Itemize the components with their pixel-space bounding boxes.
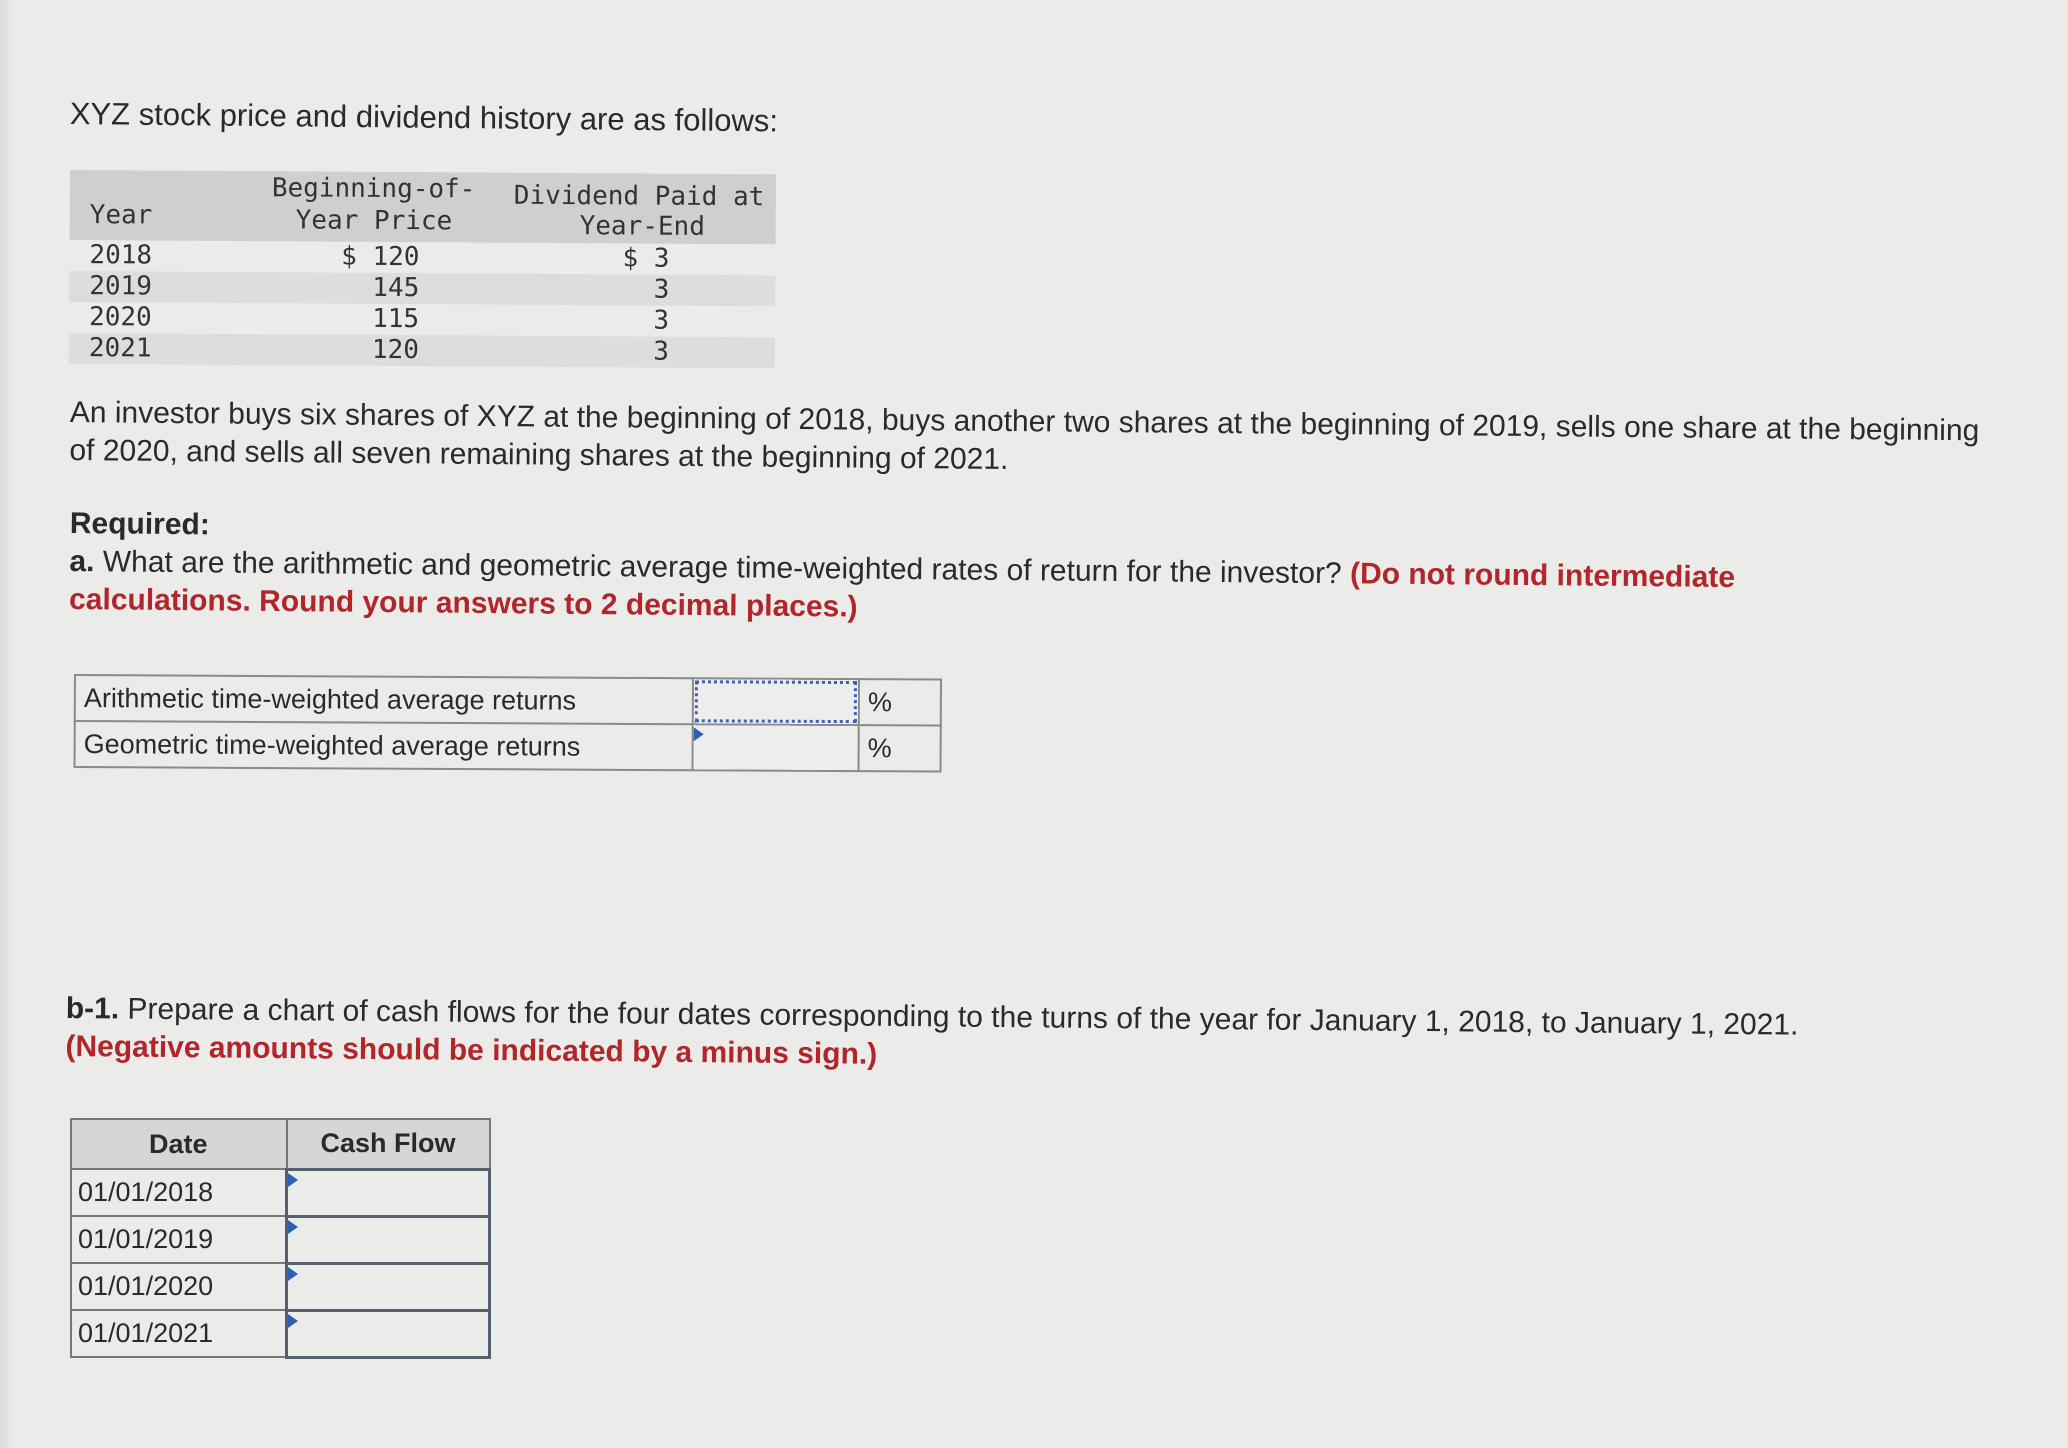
table-row: [71, 1169, 490, 1216]
cash-flow-cell: [287, 1216, 490, 1263]
geometric-label: Geometric time-weighted average returns: [75, 721, 693, 770]
row-price: 145: [372, 272, 420, 304]
row-price: $ 120: [341, 241, 420, 273]
input-flag-icon: [694, 727, 704, 741]
page-edge: [0, 0, 14, 1448]
row-price: 115: [372, 303, 420, 335]
question-a-label: a.: [69, 544, 95, 579]
arithmetic-label: Arithmetic time-weighted average returns: [75, 675, 693, 724]
question-b1-instruction: (Negative amounts should be indicated by a minus sign.): [65, 1029, 878, 1071]
row-price: 120: [371, 334, 419, 366]
cash-flow-cell: [287, 1263, 490, 1310]
cash-flow-date: 01/01/2018: [71, 1169, 287, 1216]
header-dividend-line1: Dividend Paid at: [513, 180, 765, 213]
cash-flow-date: 01/01/2019: [71, 1216, 287, 1263]
header-dividend-line2: Year-End: [579, 211, 705, 242]
row-year: 2020: [89, 302, 152, 333]
cash-flow-input-2021[interactable]: [288, 1312, 488, 1356]
cash-flow-input-2018[interactable]: [288, 1171, 488, 1215]
table-row: [71, 1263, 490, 1310]
cash-flow-input-2019[interactable]: [288, 1218, 488, 1262]
intro-text: XYZ stock price and dividend history are as follows:: [69, 96, 779, 139]
cash-flow-cell: [287, 1310, 490, 1357]
table-row: [69, 333, 775, 368]
scenario-text: An investor buys six shares of XYZ at the beginning of 2018, buys another two shares at the beginning of 2019, sells one share at the beginning of 2020, and sells all seven remaining shares at the beginning of 2021.: [69, 395, 1980, 477]
table-row: [69, 240, 775, 275]
cash-flow-table: [70, 1118, 491, 1359]
geometric-cell: [693, 724, 859, 771]
header-date: Date: [71, 1119, 287, 1169]
table-row: [71, 1310, 490, 1357]
row-dividend: 3: [653, 336, 669, 367]
table-row: [71, 1216, 490, 1263]
input-flag-icon: [288, 1314, 298, 1328]
returns-table: [74, 674, 942, 773]
row-year: 2021: [88, 333, 152, 364]
question-a-text: What are the arithmetic and geometric average time-weighted rates of return for the investor?: [102, 545, 1342, 591]
row-dividend: 3: [653, 305, 670, 336]
percent-unit: %: [859, 725, 941, 771]
table-row: [69, 271, 775, 306]
question-b1-text: Prepare a chart of cash flows for the four dates corresponding to the turns of the year for January 1, 2018, to January 1, 2021.: [127, 992, 1799, 1042]
cash-flow-cell: [287, 1169, 490, 1216]
table-row: [75, 721, 941, 772]
geometric-return-input[interactable]: [694, 725, 858, 770]
question-b1-label: b-1.: [65, 991, 120, 1026]
question-a-instruction: (Do not round intermediate calculations. Round your answers to 2 decimal places.): [68, 557, 1736, 624]
price-dividend-table: [69, 170, 776, 368]
cash-flow-date: 01/01/2021: [71, 1310, 287, 1357]
input-flag-icon: [288, 1267, 298, 1281]
question-a: [69, 543, 1890, 636]
header-price-line2: Year Price: [295, 205, 453, 237]
table-header: [71, 1119, 490, 1169]
table-header: [70, 170, 776, 244]
required-heading: Required:: [69, 506, 210, 542]
header-price-line1: Beginning-of-: [271, 173, 476, 205]
row-year: 2019: [89, 271, 153, 302]
table-row: [69, 302, 775, 337]
row-year: 2018: [89, 240, 153, 271]
required-section: [69, 505, 1890, 636]
header-year: Year: [89, 200, 153, 231]
row-dividend: $ 3: [622, 243, 670, 274]
question-b1: [65, 990, 2006, 1085]
arithmetic-return-input[interactable]: [694, 679, 858, 724]
percent-unit: %: [859, 679, 941, 725]
table-row: [75, 675, 941, 726]
row-dividend: 3: [653, 274, 670, 305]
header-cash-flow: Cash Flow: [287, 1119, 490, 1169]
input-flag-icon: [288, 1220, 298, 1234]
arithmetic-cell: [693, 678, 859, 725]
cash-flow-input-2020[interactable]: [288, 1265, 488, 1309]
cash-flow-date: 01/01/2020: [71, 1263, 287, 1310]
input-flag-icon: [288, 1173, 298, 1187]
